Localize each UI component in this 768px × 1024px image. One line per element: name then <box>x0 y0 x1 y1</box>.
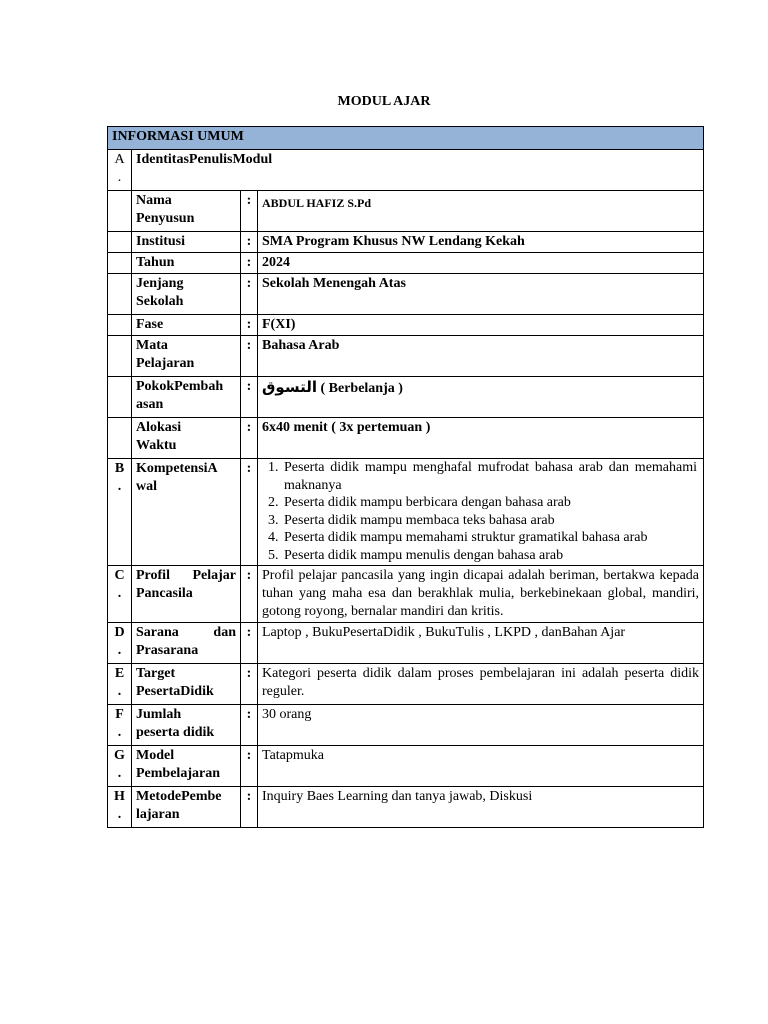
list-item: 4. Peserta didik mampu memahami struktur gramatikal bahasa arab <box>282 529 697 547</box>
section-g-row <box>108 746 704 787</box>
table-row <box>108 253 704 274</box>
table-row <box>108 191 704 232</box>
section-letter: A . <box>108 150 132 191</box>
field-value: 30 orang <box>258 705 704 746</box>
section-letter: G . <box>108 746 132 787</box>
arabic-topic: التسوق <box>262 378 317 396</box>
field-label: Sarana dan Prasarana <box>132 623 241 664</box>
field-label: Target PesertaDidik <box>132 664 241 705</box>
colon: : <box>241 232 258 253</box>
field-value: Tatapmuka <box>258 746 704 787</box>
field-value: Sekolah Menengah Atas <box>258 274 704 315</box>
section-c-row <box>108 566 704 623</box>
topic-translation: ( Berbelanja ) <box>316 381 403 396</box>
field-value: Kategori peserta didik dalam proses pembelajaran ini adalah peserta didik reguler. <box>258 664 704 705</box>
list-item: 3. Peserta didik mampu membaca teks bahasa arab <box>282 512 697 530</box>
field-value: Inquiry Baes Learning dan tanya jawab, Diskusi <box>258 787 704 828</box>
field-value: 6x40 menit ( 3x pertemuan ) <box>258 418 704 459</box>
section-letter: E . <box>108 664 132 705</box>
field-label: MetodePembe lajaran <box>132 787 241 828</box>
section-letter: B . <box>108 459 132 566</box>
list-item: 2. Peserta didik mampu berbicara dengan bahasa arab <box>282 494 697 512</box>
colon: : <box>241 377 258 418</box>
field-value: 2024 <box>258 253 704 274</box>
field-label: Tahun <box>132 253 241 274</box>
section-f-row <box>108 705 704 746</box>
field-value: Profil pelajar pancasila yang ingin dicapai adalah beriman, bertakwa kepada tuhan yang maha esa dan berakhlak mulia, berkebinekaan global, mandiri, gotong royong, bernalar mandiri dan kritis. <box>258 566 704 623</box>
table-row <box>108 377 704 418</box>
section-a-heading: IdentitasPenulisModul <box>132 150 704 191</box>
page-title: MODUL AJAR <box>337 94 431 109</box>
field-label: Mata Pelajaran <box>132 336 241 377</box>
field-label: Nama Penyusun <box>132 191 241 232</box>
table-row <box>108 315 704 336</box>
colon: : <box>241 664 258 705</box>
section-d-row <box>108 623 704 664</box>
table-row <box>108 232 704 253</box>
colon: : <box>241 746 258 787</box>
colon: : <box>241 418 258 459</box>
section-header-row <box>108 127 704 150</box>
section-letter: D . <box>108 623 132 664</box>
colon: : <box>241 459 258 566</box>
field-label: Model Pembelajaran <box>132 746 241 787</box>
section-header: INFORMASI UMUM <box>108 127 704 150</box>
section-letter: H . <box>108 787 132 828</box>
field-value: Bahasa Arab <box>258 336 704 377</box>
field-label: Jenjang Sekolah <box>132 274 241 315</box>
list-item: 1. Peserta didik mampu menghafal mufrodat bahasa arab dan memahami maknanya <box>282 459 697 494</box>
field-value: SMA Program Khusus NW Lendang Kekah <box>258 232 704 253</box>
section-letter: F . <box>108 705 132 746</box>
table-row <box>108 336 704 377</box>
field-label: PokokPembah asan <box>132 377 241 418</box>
field-label: Institusi <box>132 232 241 253</box>
competency-list-cell <box>258 459 704 566</box>
field-value: ABDUL HAFIZ S.Pd <box>258 191 704 232</box>
field-label: Profil Pelajar Pancasila <box>132 566 241 623</box>
field-label: Alokasi Waktu <box>132 418 241 459</box>
colon: : <box>241 315 258 336</box>
field-value <box>258 377 704 418</box>
colon: : <box>241 705 258 746</box>
field-label: Jumlah peserta didik <box>132 705 241 746</box>
field-value: F(XI) <box>258 315 704 336</box>
competency-list <box>261 459 697 565</box>
table-row <box>108 274 704 315</box>
section-h-row <box>108 787 704 828</box>
section-letter: C . <box>108 566 132 623</box>
field-label: KompetensiA wal <box>132 459 241 566</box>
colon: : <box>241 274 258 315</box>
colon: : <box>241 566 258 623</box>
colon: : <box>241 336 258 377</box>
section-b-row <box>108 459 704 566</box>
section-a-row <box>108 150 704 191</box>
section-e-row <box>108 664 704 705</box>
field-label: Fase <box>132 315 241 336</box>
colon: : <box>241 623 258 664</box>
table-row <box>108 418 704 459</box>
module-info-table <box>107 126 704 828</box>
list-item: 5. Peserta didik mampu menulis dengan bahasa arab <box>282 547 697 565</box>
colon: : <box>241 253 258 274</box>
colon: : <box>241 787 258 828</box>
field-value: Laptop , BukuPesertaDidik , BukuTulis , LKPD , danBahan Ajar <box>258 623 704 664</box>
colon: : <box>241 191 258 232</box>
